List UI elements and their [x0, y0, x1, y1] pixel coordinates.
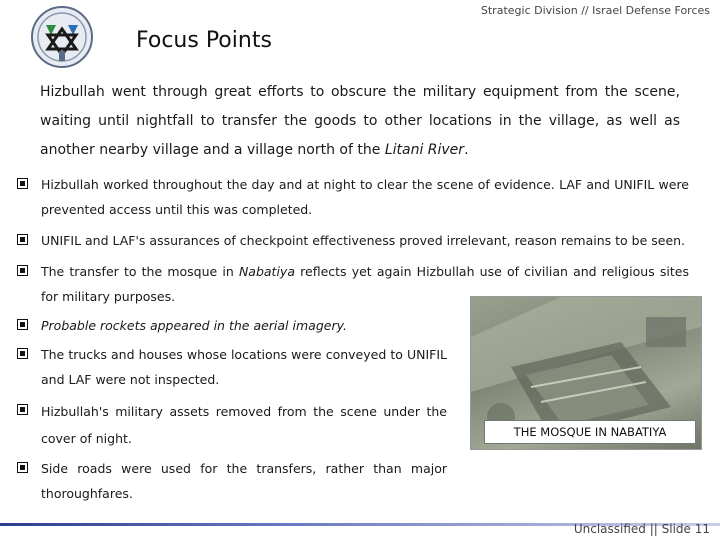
- bullet-text: The trucks and houses whose locations were conveyed to UNIFIL and LAF were not inspected.: [41, 347, 447, 387]
- intro-italic: Litani River: [384, 142, 465, 158]
- bullet-italic: Probable rockets appeared in the aerial imagery.: [41, 318, 347, 333]
- bullet-item: [17, 398, 447, 452]
- checkbox-bullet-icon: [17, 319, 28, 330]
- intro-paragraph: [40, 78, 680, 165]
- checkbox-bullet-icon: [17, 265, 28, 276]
- photo-caption: THE MOSQUE IN NABATIYA: [484, 420, 696, 444]
- bullet-item: [17, 342, 447, 392]
- bullet-item: [17, 313, 457, 338]
- bullet-text: Hizbullah's military assets removed from the scene under the cover of night.: [41, 404, 447, 446]
- bullet-item: [17, 456, 447, 506]
- bullet-italic: Nabatiya: [238, 264, 295, 279]
- page-title: Focus Points: [136, 28, 272, 53]
- checkbox-bullet-icon: [17, 404, 28, 415]
- bullet-text: Side roads were used for the transfers, rather than major thoroughfares.: [41, 461, 447, 501]
- checkbox-bullet-icon: [17, 348, 28, 359]
- intro-end: .: [464, 142, 469, 158]
- bullet-text: Hizbullah worked throughout the day and at night to clear the scene of evidence. LAF and UNIFIL were prevented access until this was completed.: [41, 177, 689, 217]
- bullet-item: [17, 172, 689, 222]
- idf-emblem: [30, 5, 94, 69]
- division-label: Strategic Division // Israel Defense Forces: [480, 4, 710, 17]
- intro-text: Hizbullah went through great efforts to obscure the military equipment from the scene, waiting until nightfall to transfer the goods to other locations in the village, as well as another nearby village and a village north of the: [40, 84, 680, 158]
- bullet-text-end: reflects yet again Hizbullah use of civilian and religious sites for military purposes.: [41, 264, 689, 304]
- bullet-text: UNIFIL and LAF's assurances of checkpoint effectiveness proved irrelevant, reason remains to be seen.: [41, 233, 686, 248]
- checkbox-bullet-icon: [17, 178, 28, 189]
- bullet-item: [17, 228, 689, 253]
- checkbox-bullet-icon: [17, 234, 28, 245]
- checkbox-bullet-icon: [17, 462, 28, 473]
- bullet-text: The transfer to the mosque in: [41, 264, 239, 279]
- slide-footer: Unclassified || Slide 11: [573, 522, 710, 536]
